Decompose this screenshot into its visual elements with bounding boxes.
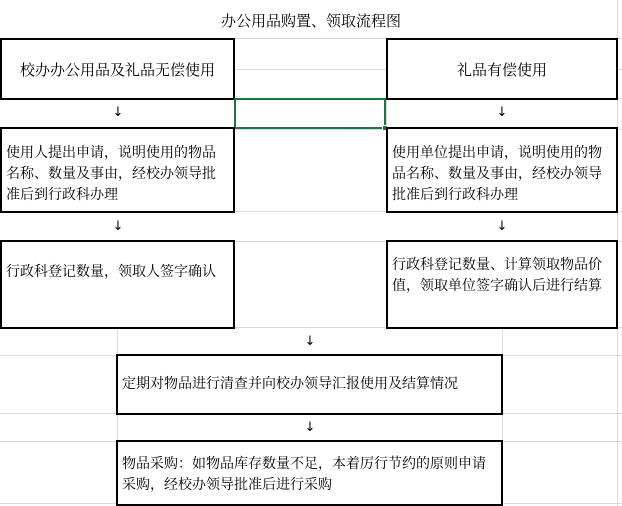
selected-cell[interactable] [234, 98, 386, 129]
page-title: 办公用品购置、领取流程图 [220, 12, 401, 30]
down-arrow-icon: ↓ [304, 334, 316, 349]
left-step-register[interactable]: 行政科登记数量，领取人签字确认 [0, 240, 235, 329]
down-arrow-icon: ↓ [304, 420, 316, 435]
right-step-register[interactable]: 行政科登记数量、计算领取物品价值，领取单位签字确认后进行结算 [386, 240, 618, 329]
merged-step-review[interactable]: 定期对物品进行清查并向校办领导汇报使用及结算情况 [116, 354, 503, 415]
final-step-purchase[interactable]: 物品采购：如物品库存数量不足，本着厉行节约的原则申请采购，经校办领导批准后进行采购 [116, 440, 503, 506]
right-column-header[interactable]: 礼品有偿使用 [386, 38, 618, 100]
down-arrow-icon: ↓ [496, 105, 508, 120]
right-step-apply[interactable]: 使用单位提出申请，说明使用的物品名称、数量及事由，经校办领导批准后到行政科办理 [386, 127, 618, 213]
down-arrow-icon: ↓ [496, 219, 508, 234]
left-step-apply[interactable]: 使用人提出申请，说明使用的物品名称、数量及事由，经校办领导批准后到行政科办理 [0, 127, 235, 213]
down-arrow-icon: ↓ [112, 219, 124, 234]
down-arrow-icon: ↓ [112, 105, 124, 120]
left-column-header[interactable]: 校办办公用品及礼品无偿使用 [0, 38, 235, 100]
